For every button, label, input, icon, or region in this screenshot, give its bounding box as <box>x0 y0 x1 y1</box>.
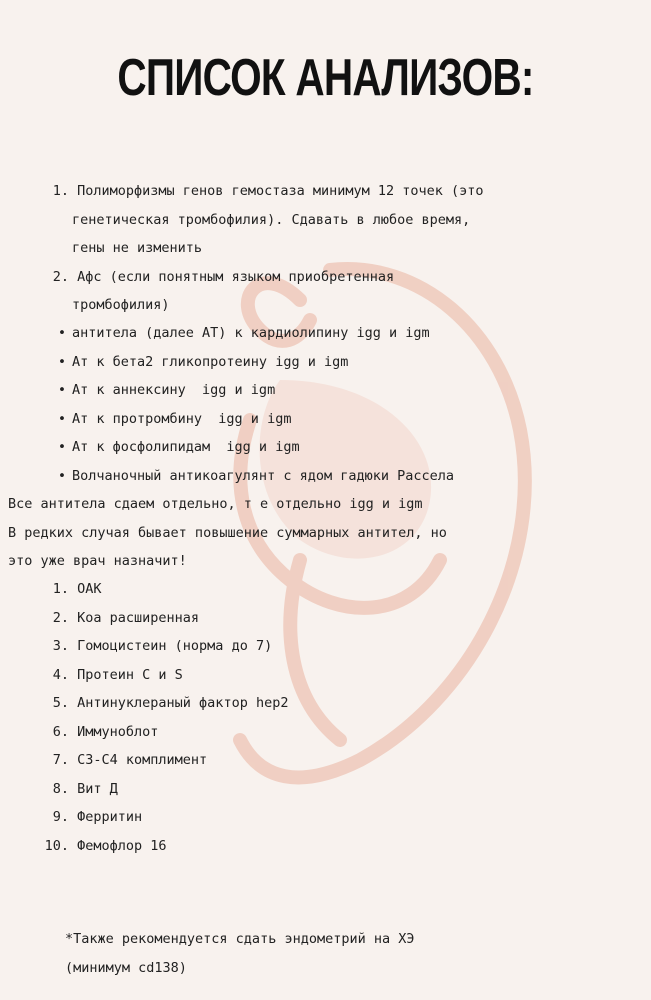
list2-item: 1. ОАК <box>52 581 102 597</box>
footer-note: (минимум cd138) <box>65 960 187 976</box>
bullet-item: • Ат к фосфолипидам igg и igm <box>72 438 300 456</box>
note-line: В редких случая бывает повышение суммарных антител, но <box>8 525 447 541</box>
list-item-2: 2. Афс (если понятным языком приобретенная <box>52 269 395 285</box>
list2-item: 4. Протеин С и S <box>52 667 183 683</box>
list2-item: 7. С3-С4 комплимент <box>52 752 208 768</box>
list2-item: 2. Коа расширенная <box>52 610 200 626</box>
list2-item: 5. Антинуклераный фактор hep2 <box>52 695 289 711</box>
list2-item: 10. Фемофлор 16 <box>44 838 167 854</box>
list2-item: 3. Гомоцистеин (норма до 7) <box>52 638 273 654</box>
list-item-2-cont: тромбофилия) <box>72 297 170 313</box>
list2-item: 6. Иммуноблот <box>52 724 159 740</box>
list2-item: 8. Вит Д <box>52 781 118 797</box>
footer-note: *Также рекомендуется сдать эндометрий на ХЭ <box>65 931 415 947</box>
bullet-item: • антитела (далее АТ) к кардиолипину igg и igm <box>72 324 430 342</box>
bullet-item: • Ат к аннексину igg и igm <box>72 381 275 399</box>
note-line: это уже врач назначит! <box>8 553 187 569</box>
bullet-item: • Ат к бета2 гликопротеину igg и igm <box>72 353 348 371</box>
bullet-item: • Волчаночный антикоагулянт с ядом гадюки Рассела <box>72 467 454 485</box>
list-item-1-cont: гены не изменить <box>72 240 203 256</box>
list-item-1: 1. Полиморфизмы генов гемостаза минимум 12 точек (это <box>52 183 484 199</box>
page-title: СПИСОК АНАЛИЗОВ: <box>117 49 534 107</box>
note-line: Все антитела сдаем отдельно, т е отдельно igg и igm <box>8 496 423 512</box>
list-item-1-cont: генетическая тромбофилия). Сдавать в любое время, <box>72 212 471 228</box>
bullet-item: • Ат к протромбину igg и igm <box>72 410 291 428</box>
list2-item: 9. Ферритин <box>52 809 143 825</box>
